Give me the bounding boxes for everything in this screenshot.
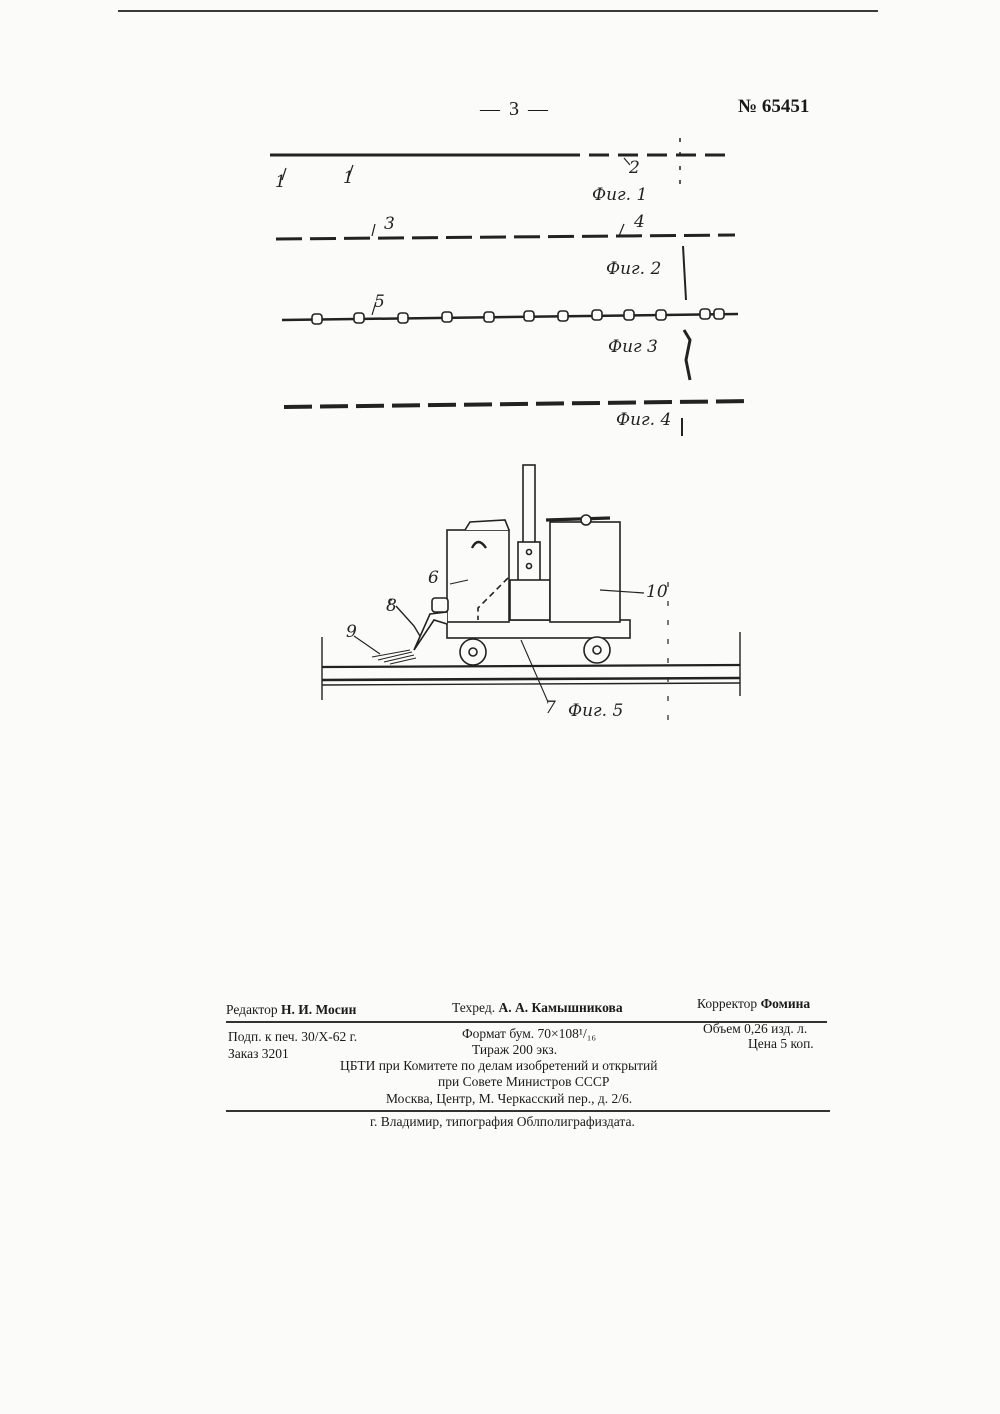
printer-text: г. Владимир, типография Облполиграфиздата. xyxy=(370,1114,635,1129)
editor-name: Н. И. Мосин xyxy=(280,1002,357,1017)
editor-label: Редактор xyxy=(226,1002,278,1017)
fig5-callout-7: 7 xyxy=(545,698,556,718)
volume-text: Объем 0,26 изд. л. xyxy=(703,1021,808,1036)
techred-label: Техред. xyxy=(452,1000,496,1015)
fig3-drawing xyxy=(282,302,738,380)
bottom-rule xyxy=(226,1110,830,1112)
corrector-label: Корректор xyxy=(697,996,758,1011)
fig2-callout-4: 4 xyxy=(634,212,645,232)
fig1-callout-2: 2 xyxy=(629,158,640,178)
editor-line xyxy=(226,1002,356,1018)
fig2-caption: Фиг. 2 xyxy=(606,259,662,279)
fig5-callout-9: 9 xyxy=(346,622,357,642)
patent-number: № 65451 xyxy=(738,96,810,117)
signed-text: Подп. к печ. 30/X-62 г. xyxy=(228,1029,358,1044)
fig1-callout-1a: 1 xyxy=(275,172,286,192)
fig1-caption: Фиг. 1 xyxy=(592,185,648,205)
techred-name: А. А. Камышникова xyxy=(498,1000,623,1015)
fig4-caption: Фиг. 4 xyxy=(616,410,672,430)
fig1-drawing xyxy=(270,138,730,186)
order-text: Заказ 3201 xyxy=(228,1046,289,1061)
fig4-drawing xyxy=(284,401,752,436)
publisher-address: Москва, Центр, М. Черкасский пер., д. 2/6. xyxy=(386,1091,633,1106)
corrector-line xyxy=(697,996,810,1012)
price-text: Цена 5 коп. xyxy=(748,1036,814,1051)
fig2-callout-3: 3 xyxy=(384,214,395,234)
fig5-caption: Фиг. 5 xyxy=(568,701,624,721)
fig5-callout-10: 10 xyxy=(646,582,668,602)
fig2-drawing xyxy=(276,224,735,300)
fig5-drawing xyxy=(322,465,740,728)
fig5-callout-6: 6 xyxy=(428,568,439,588)
fig1-callout-1b: 1 xyxy=(343,168,354,188)
page-number: — 3 — xyxy=(480,98,550,120)
publisher-line-2: при Совете Министров СССР xyxy=(438,1074,610,1089)
publisher-line-1: ЦБТИ при Комитете по делам изобретений и открытий xyxy=(340,1058,658,1073)
corrector-name: Фомина xyxy=(760,996,811,1011)
format-text: Формат бум. 70×108¹/₁₆ xyxy=(462,1026,597,1041)
techred-line xyxy=(452,1000,623,1016)
fig3-callout-5: 5 xyxy=(374,292,385,312)
print-run-text: Тираж 200 экз. xyxy=(472,1042,558,1057)
fig5-callout-8: 8 xyxy=(386,596,397,616)
fig3-caption: Фиг 3 xyxy=(608,337,658,357)
